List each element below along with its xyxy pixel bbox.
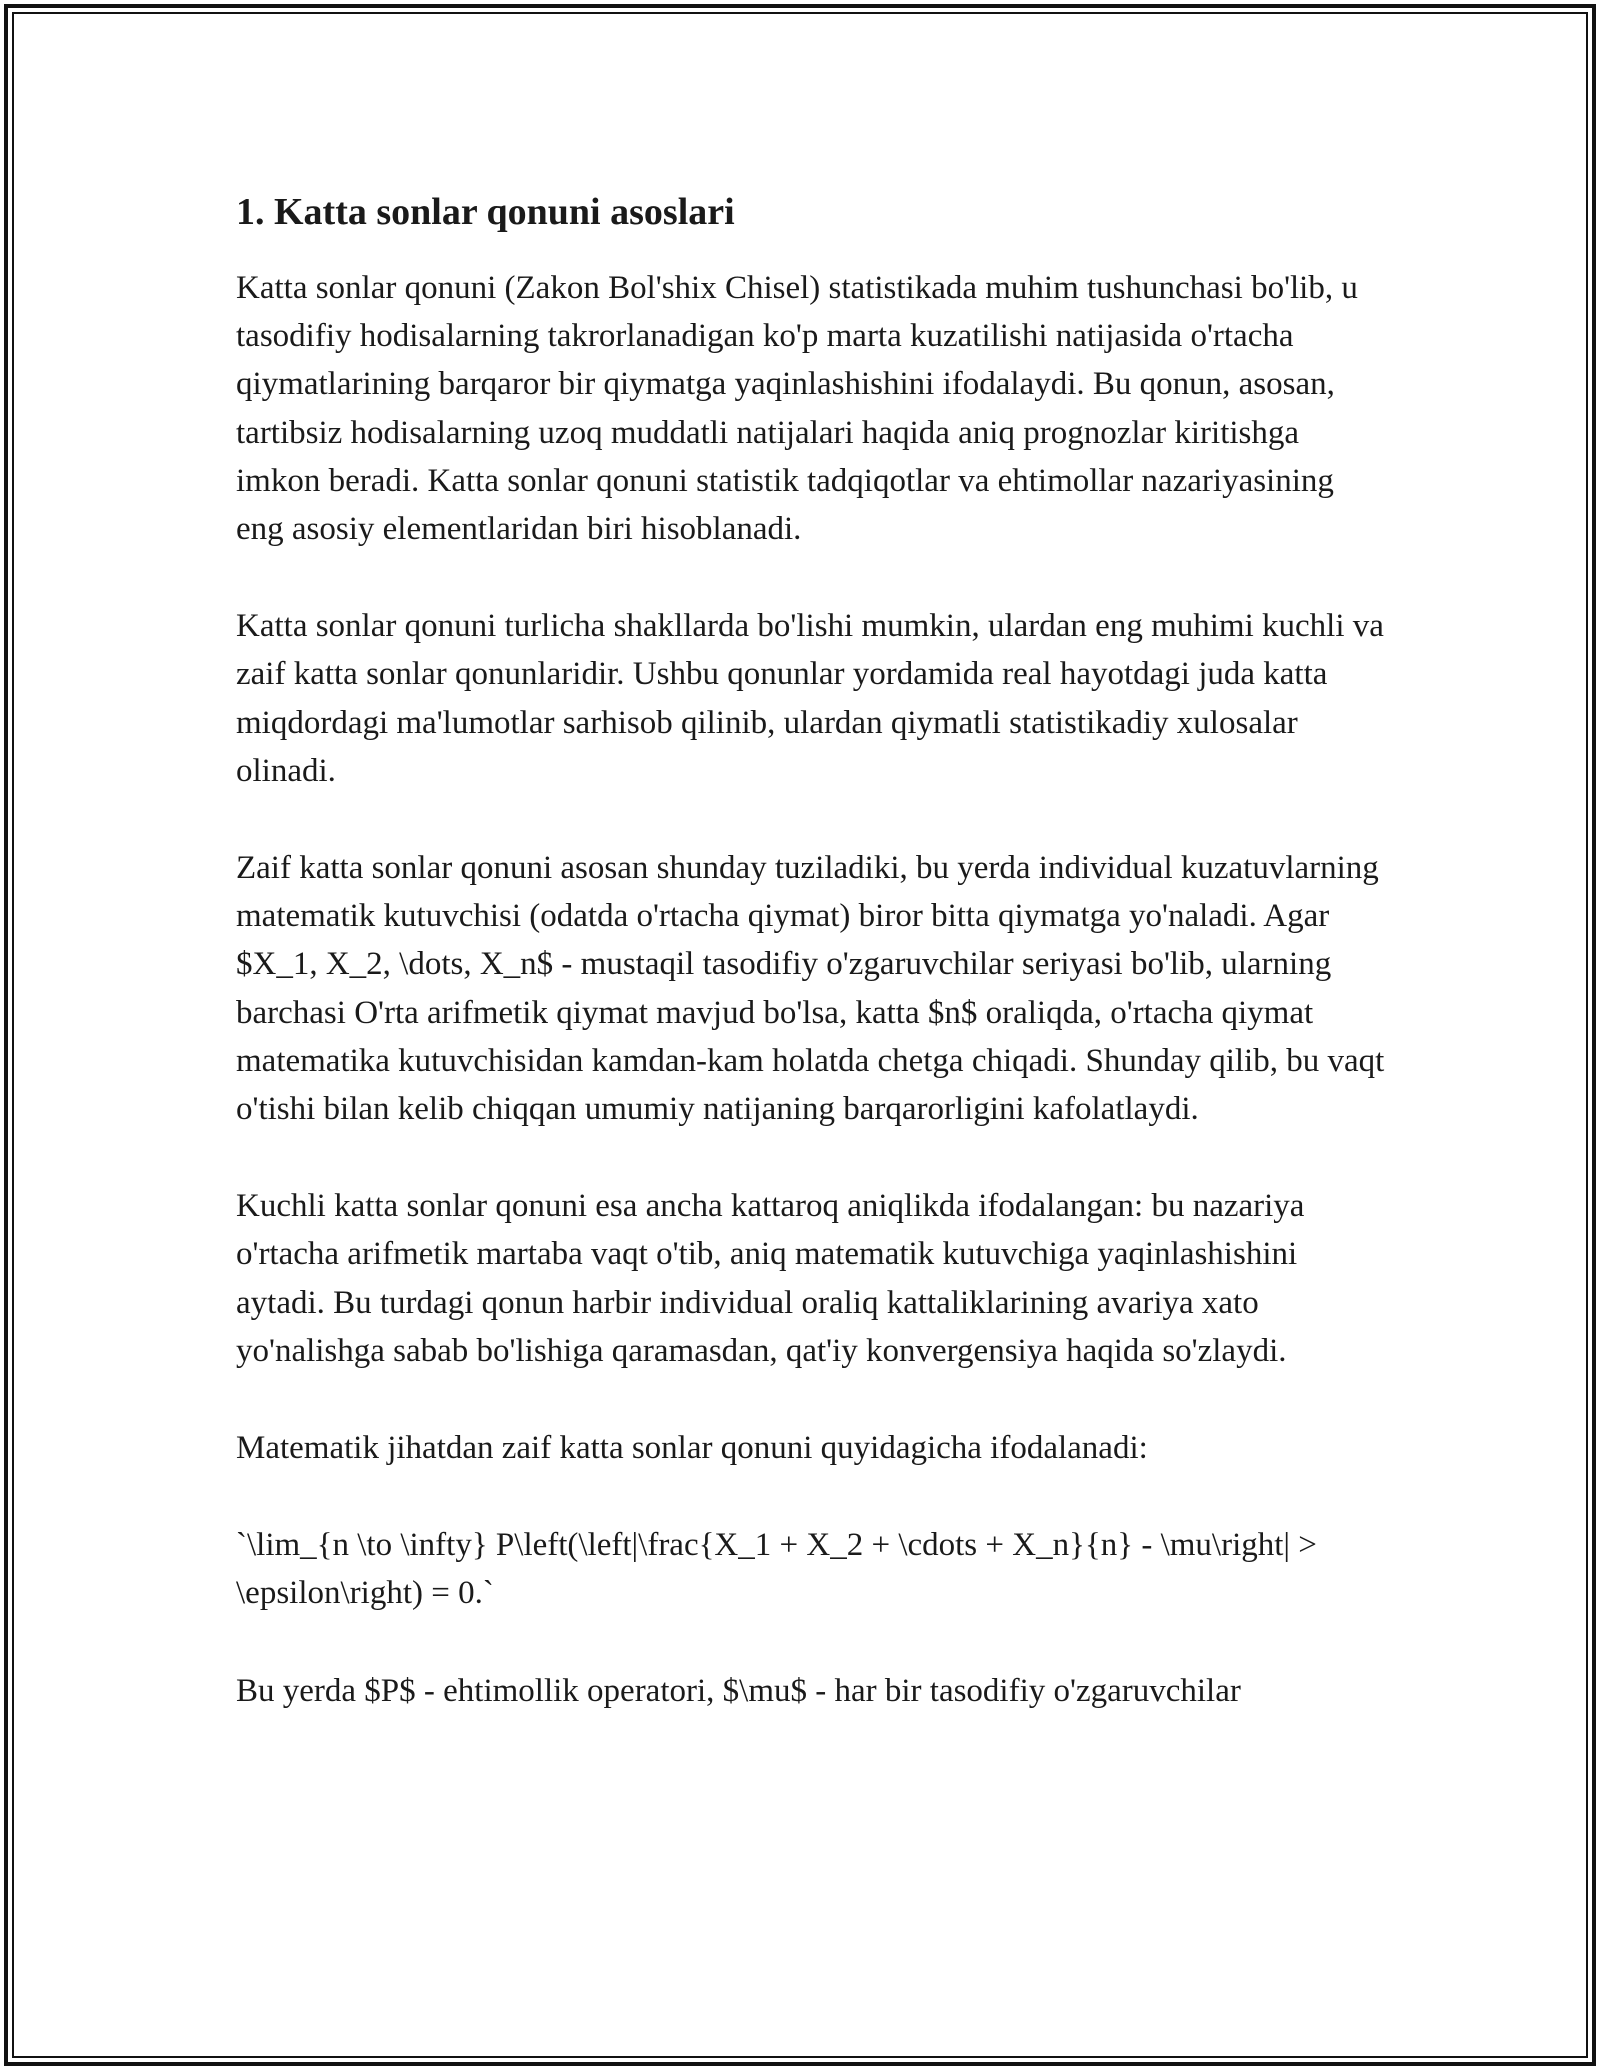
paragraph-intro: Katta sonlar qonuni (Zakon Bol'shix Chisel) statistikada muhim tushunchasi bo'lib, u tasodifiy hodisalarning takrorlanadigan ko'p marta kuzatilishi natijasida o'rtacha qiymatlarining barqaror bir qiymatga yaqinlashishini ifodalaydi. Bu qonun, asosan, tartibsiz hodisalarning uzoq muddatli natijalari haqida aniq prognozlar kiritishga imkon beradi. Katta sonlar qonuni statistik tadqiqotlar va ehtimollar nazariyasining eng asosiy elementlaridan biri hisoblanadi. bbox=[236, 270, 1358, 548]
paragraph-formula-intro: Matematik jihatdan zaif katta sonlar qonuni quyidagicha ifodalanadi: bbox=[236, 1430, 1148, 1467]
paragraph-strong-law: Kuchli katta sonlar qonuni esa ancha kattaroq aniqlikda ifodalangan: bu nazariya o'rtacha arifmetik martaba vaqt o'tib, aniq matematik kutuvchiga yaqinlashishini aytadi. Bu turdagi qonun harbir individual oraliq kattaliklarining avariya xato yo'nalishga sabab bo'lishiga qaramasdan, qat'iy konvergensiya haqida so'zlaydi. bbox=[236, 1188, 1305, 1369]
document-body bbox=[236, 186, 1386, 1764]
paragraph-forms: Katta sonlar qonuni turlicha shakllarda bo'lishi mumkin, ulardan eng muhimi kuchli va zaif katta sonlar qonunlaridir. Ushbu qonunlar yordamida real hayotdagi juda katta miqdordagi ma'lumotlar sarhisob qilinib, ulardan qiymatli statistikadiy xulosalar olinadi. bbox=[236, 608, 1384, 789]
formula-text: `\lim_{n \to \infty} P\left(\left|\frac{X_1 + X_2 + \cdots + X_n}{n} - \mu\right| > \epsilon\right) = 0.` bbox=[236, 1527, 1317, 1612]
paragraph-weak-law: Zaif katta sonlar qonuni asosan shunday tuziladiki, bu yerda individual kuzatuvlarning matematik kutuvchisi (odatda o'rtacha qiymat) biror bitta qiymatga yo'naladi. Agar $X_1, X_2, \dots, X_n$ - mustaqil tasodifiy o'zgaruvchilar seriyasi bo'lib, ularning barchasi O'rta arifmetik qiymat mavjud bo'lsa, katta $n$ oraliqda, o'rtacha qiymat matematika kutuvchisidan kamdan-kam holatda chetga chiqadi. Shunday qilib, bu vaqt o'tishi bilan kelib chiqqan umumiy natijaning barqarorligini kafolatlaydi. bbox=[236, 850, 1385, 1128]
section-heading: 1. Katta sonlar qonuni asoslari bbox=[236, 191, 735, 233]
paragraph-definitions: Bu yerda $P$ - ehtimollik operatori, $\mu$ - har bir tasodifiy o'zgaruvchilar bbox=[236, 1672, 1241, 1709]
